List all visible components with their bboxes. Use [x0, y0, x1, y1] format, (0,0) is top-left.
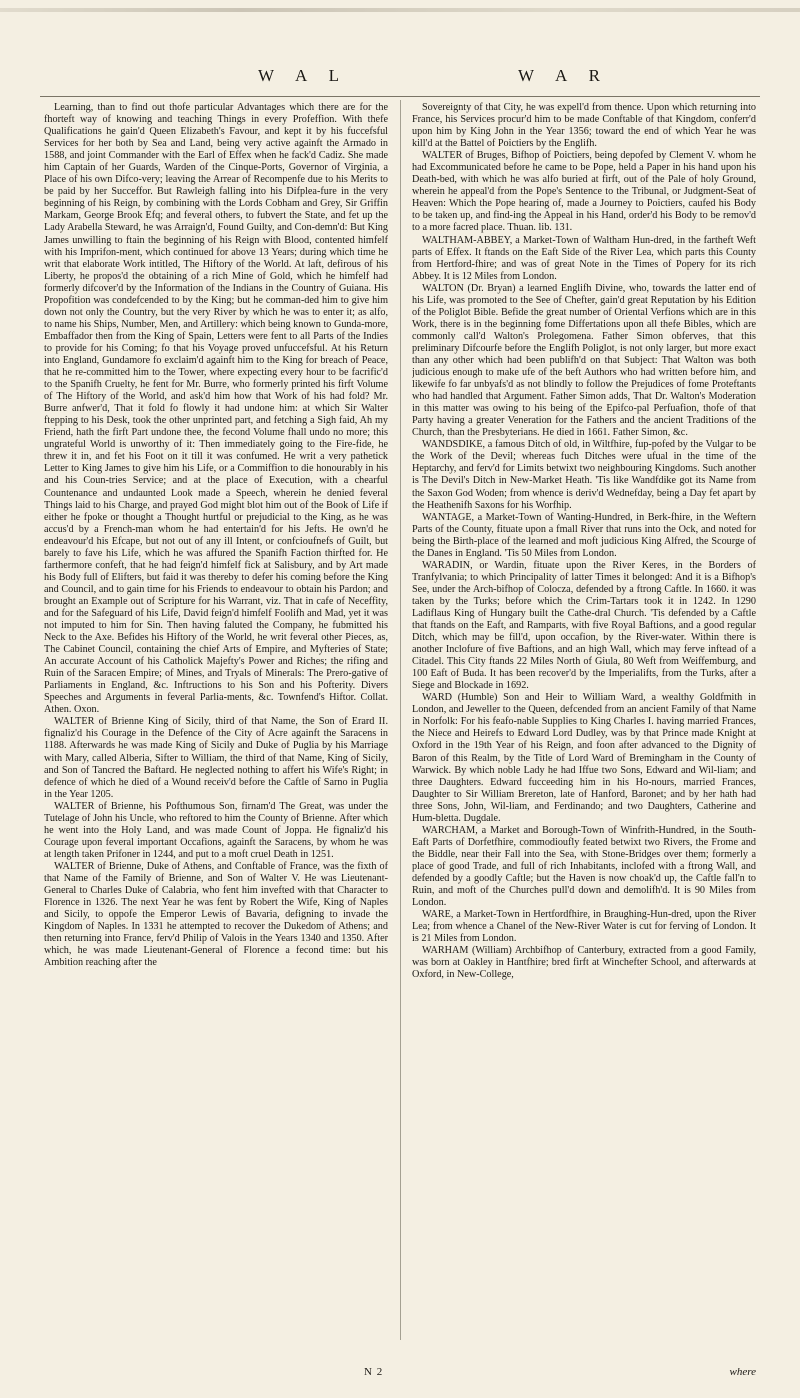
entry-paragraph: Learning, than to find out thofe particular Advantages which there are for the fhorteft way of knowing and teaching Things in every Profeffion. With thefe Qualifications he gain'd Queen Elizabeth's Favour, and kept it by his fuccefsful Services for her both by Sea and Land, being very active againft the Armado in 1588, and joint Commander with the Earl of Effex when he fack'd Cadiz. She made him Captain of her Guards, Warden of the Cinque-Ports, Governor of Virginia, a Place of his own Difco-very; leaving the Arrear of Recompenfe due to his Merits to be paid by her Succeffor. But Rawleigh falling into his Difplea-fure in the very beginning of his Reign, by combining with the Lords Cobham and Grey, Sir Griffin Markam, George Brook Efq; and feveral others, to fubvert the State, and fet up the Lady Arabella Steward, he was Arraign'd, Found Guilty, and Con-demn'd: But King James unwilling to ftain the beginning of his Reign with Blood, contented himfelf with his Imprifon-ment, which continued for above 13 Years; during which time he writ that elaborate Work intitled, The Hiftory of the World. At laft, defirous of his Liberty, he propos'd the obtaining of a rich Mine of Gold, which he himfelf had formerly difcover'd by the Information of the Indians in the Country of Guiana. His Propofition was condefcended to by the King; but he comman-ded him to give him down not only the Country, but the very River by which he was to enter it; as alfo, to name his Ships, Number, Men, and Artillery: which being known to Gunda-more, Embaffador then from the King of Spain, Letters were fent to all Parts of the Indies to provide for his Coming; fo that his Voyage proved unfuccefsful. At his Return into England, Gundamore fo exclaim'd againft him to the King for breach of Peace, that he re-committed him to the Tower, where expecting every hour to be facrific'd to the Spanifh Cruelty, he fent for Mr. Burre, who formerly printed his firft Volume of The Hiftory of the World, and ask'd him how that Work of his had fold? Mr. Burre anfwer'd, That it fold fo flowly it had undone him: at which Sir Walter ftepping to his Desk, took the other unprinted part, and fetching a Sigh faid, Ah my Friend, hath the firft Part undone thee, the fecond Volume fhall undo no more; this ungrateful World is unworthy of it: Then immediately going to the Fire-fide, he threw it in, and fet his Foot on it till it was confumed. He writ a very pathetick Letter to King James to give him his Life, or a Commiffion to die honourably in his and his Coun-tries Service; and at the place of Execution, with a chearful Countenance and undaunted Look made a Speech, wherein he denied feveral Things laid to his Charge, and prayed God might blot him out of the Book of Life if either he fpoke or thought a Thought hurtful or prejudicial to the King, as he was accus'd by a French-man whom he had entertain'd for his Jefts. He own'd he endeavour'd his Efcape, but not out of any ill Intent, or confcioufnefs of Guilt, but barely to fave his Life, which he was affured the Spanifh Faction thirfted for. He farthermore confeft, that he had feign'd himfelf fick at Salisbury, and by Art made his Body full of Elifters, but faid it was thereby to defer his coming before the King and Council, and to gain time for his Friends to endeavour to obtain his Pardon; and brought an Example out of Scripture for his Warrant, viz. That in cafe of Neceffity, and for the Safeguard of his Life, David feign'd himfelf Foolifh and Mad, yet it was not imputed to him for Sin. Then having faluted the Company, he fubmitted his Neck to the Axe. Befides his Hiftory of the World, he writ feveral other Pieces, as, The Cabinet Council, containing the chief Arts of Empire, and Myfteries of State; An accurate Account of his Catholick Majefty's Power and Riches; the rifing and Ruin of the Saracen Empire; of Mines, and Tryals of Minerals: The Prero-gative of Parliaments in England, &c. Inftructions to his Son and his Pofterity. Divers Speeches and Arguments in feveral Parlia-ments, &c. Townfend's Hiftor. Collat. Athen. Oxon.	[44, 102, 388, 716]
entry-paragraph: WARHAM (William) Archbifhop of Canterbury, extracted from a good Family, was born at Oakley in Hantfhire; bred firft at Winchefter School, and afterwards at Oxford, in New-College,	[412, 945, 756, 981]
page-footer	[44, 1366, 756, 1382]
signature-mark: N 2	[364, 1366, 384, 1378]
entry-paragraph: WARCHAM, a Market and Borough-Town of Winfrith-Hundred, in the South-Eaft Parts of Dorfetfhire, commodioufly feated betwixt two Rivers, the Frome and the Biddle, near their Fall into the Sea, with Stone-Bridges over them; formerly a place of good Trade, and full of rich Inhabitants, inclofed with a ftrong Wall, and defended by a goodly Caftle; but the Haven is now choak'd up, the Caftle fall'n to Ruin, and moft of the Churches pull'd down and demolifh'd. It is 90 Miles from London.	[412, 824, 756, 909]
page-edge-shadow	[0, 8, 800, 12]
entry-paragraph: WALTHAM-ABBEY, a Market-Town of Waltham Hun-dred, in the fartheft Weft parts of Effex. It ftands on the Eaft Side of the River Lea, which parts this County from Hertford-fhire; and was of great Note in the Times of Popery for its rich Abbey. It is 12 Miles from London.	[412, 234, 756, 282]
left-column	[44, 102, 388, 1364]
entry-paragraph: WALTON (Dr. Bryan) a learned Englifh Divine, who, towards the latter end of his Life, was promoted to the See of Chefter, gain'd great Reputation by his Edition of the Poliglot Bible. Befide the great number of Oriental Verfions which are in this Work, there is in the beginning fome Differtations upon all thefe Bibles, which are commonly call'd Walton's Prolegomena. Father Simon obferves, that this preliminary Difcourfe before the Englifh Poliglot, is not only larger, but more exact than any other which had been publifh'd on that Subject: That Walton was both judicious enough to make ufe of the beft Authors who had written before him, and likewife fo far unbyafs'd as not blindly to follow the Prejudices of fome Proteftants who had handled that Argument. Father Simon adds, That Dr. Walton's Moderation in this matter was owing to his being of the Epifco-pal Perfuafion, thofe of that Party having a greater Veneration for the Fathers and the ancient Traditions of the Church, than the Presbyterians. He died in 1661. Father Simon, &c.	[412, 282, 756, 439]
entry-paragraph: WARD (Humble) Son and Heir to William Ward, a wealthy Goldfmith in London, and Jeweller to the Queen, defcended from an ancient Family of that Name in Norfolk: For his feafo-nable Supplies to King Charles I. having married Frances, the Niece and Heirefs to Edward Lord Dudley, was by that Prince made Knight at Oxford in the 19th Year of his Reign, and foon after advanced to the Dignity of Baron of this Realm, by the Title of Lord Ward of Bremingham in the County of Warwick. By which noble Lady he had Iffue two Sons, Edward and Wil-liam; and three Daughters. Edward fucceeding him in his Ho-nours, married Frances, Daughter to Sir William Brereton, late of Hanford, Baronet; and by her hath had three Sons, John, Wil-liam, and Ferdinando; and two Daughters, Catherine and Hum-bletta. Dugdale.	[412, 692, 756, 824]
running-header	[44, 66, 756, 96]
column-divider	[400, 100, 401, 1340]
entry-paragraph: Sovereignty of that City, he was expell'd from thence. Upon which returning into France, his Services procur'd him to be made Conftable of that Kingdom, conferr'd upon him by King John in the Year 1356; toward the end of which Year he was kill'd at the Battel of Poictiers by the Englifh.	[412, 102, 756, 150]
entry-paragraph: WANTAGE, a Market-Town of Wanting-Hundred, in Berk-fhire, in the Weftern Parts of the County, fituate upon a fmall River that runs into the Ock, and noted for being the Birth-place of the learned and moft judicious King Alfred, the Scourge of the Danes in England. 'Tis 50 Miles from London.	[412, 511, 756, 559]
catchword: where	[729, 1366, 756, 1378]
entry-paragraph: WARE, a Market-Town in Hertfordfhire, in Braughing-Hun-dred, upon the River Lea; from whence a Chanel of the New-River Water is cut for ferving of London. It is 21 Miles from London.	[412, 909, 756, 945]
header-right: W A R	[518, 66, 609, 85]
entry-paragraph: WARADIN, or Wardin, fituate upon the River Keres, in the Borders of Tranfylvania; to which Principality of latter Times it belonged: And it is a Bifhop's See, under the Arch-bifhop of Colocza, defended by a ftrong Caftle. In 1660. it was taken by the Turks; before which the Crim-Tartars took it in 1242. In 1290 Ladiflaus King of Hungary built the Cathe-dral Church. 'Tis defended by a Caftle that ftands on the Eaft, and Ramparts, with five Royal Baftions, and a good regular Ditch, which may be fill'd, upon occafion, by the River-water. Within there is another Inclofure of five Baftions, and an high Wall, which may ferve inftead of a Citadel. This City ftands 22 Miles North of Giula, 80 Weft from Weiffemburg, and 100 Eaft of Buda. It has been recover'd by the Imperialifts, from the Turks, after a Siege and Blockade in 1692.	[412, 559, 756, 692]
entry-paragraph: WALTER of Brienne King of Sicily, third of that Name, the Son of Erard II. fignaliz'd his Courage in the Defence of the City of Acre againft the Saracens in 1188. Afterwards he was made King of Sicily and Duke of Puglia by his Marriage with Mary, called Alberia, Sifter to William, the third of that Name, King of Sicily, and Son of Tancred the Baftard. He neglected nothing to affert his Wife's Right; in defence of which he died of a Wound receiv'd before the Caftle of Sarno in Puglia in the Year 1205.	[44, 716, 388, 800]
header-rule	[40, 96, 760, 97]
entry-paragraph: WALTER of Brienne, Duke of Athens, and Conftable of France, was the fixth of that Name of the Family of Brienne, and Son of Walter V. He was Lieutenant-General to Charles Duke of Calabria, who fent him invefted with that Character to Florence in 1326. The next Year he was fent by Robert the Wife, King of Naples and Sicily, to oppofe the Emperor Lewis of Bavaria, defigning to invade the Kingdom of Naples. In 1331 he attempted to recover the Dukedom of Athens; and then returning into France, ferv'd Philip of Valois in the Years 1340 and 1350. After which, he was made Lieutenant-General of Florence a fecond time: but his Ambition reaching after the	[44, 860, 388, 969]
header-left: W A L	[258, 66, 349, 85]
entry-paragraph: WANDSDIKE, a famous Ditch of old, in Wiltfhire, fup-pofed by the Vulgar to be the Work of the Devil; whereas fuch Ditches were ufual in the time of the Heptarchy, and ferv'd for Limits betwixt two neighbouring Kingdoms. Such another is The Devil's Ditch in New-Market Heath. 'Tis like Wandfdike got its Name from the Saxon God Woden; from whence is deriv'd Wednefday, being a Day fet apart by the Heathenifh Saxons for his Worfhip.	[412, 439, 756, 511]
entry-paragraph: WALTER of Bruges, Bifhop of Poictiers, being depofed by Clement V. whom he had Excommunicated before he came to be Pope, held a Paper in his hand upon his Death-bed, with which he was alfo buried at firft, out of the Pale of holy Ground, wherein he appeal'd from the Pope's Sentence to the Tribunal, or Judgment-Seat of Heaven: Which the Pope hearing of, made a Journey to Poictiers, caufed his Body to be taken up, and find-ing the Appeal in his Hand, order'd his Body to be remov'd to a more facred place. Thuan. lib. 131.	[412, 150, 756, 234]
right-column	[412, 102, 756, 1364]
entry-paragraph: WALTER of Brienne, his Pofthumous Son, firnam'd The Great, was under the Tutelage of John his Uncle, who reftored to him the County of Brienne. After which he went into the Holy Land, and was made Count of Joppa. He fignaliz'd his Courage upon feveral important Occafions, againft the Saracens, by whom he was at length taken Prifoner in 1244, and put to a moft cruel Death in 1251.	[44, 800, 388, 860]
